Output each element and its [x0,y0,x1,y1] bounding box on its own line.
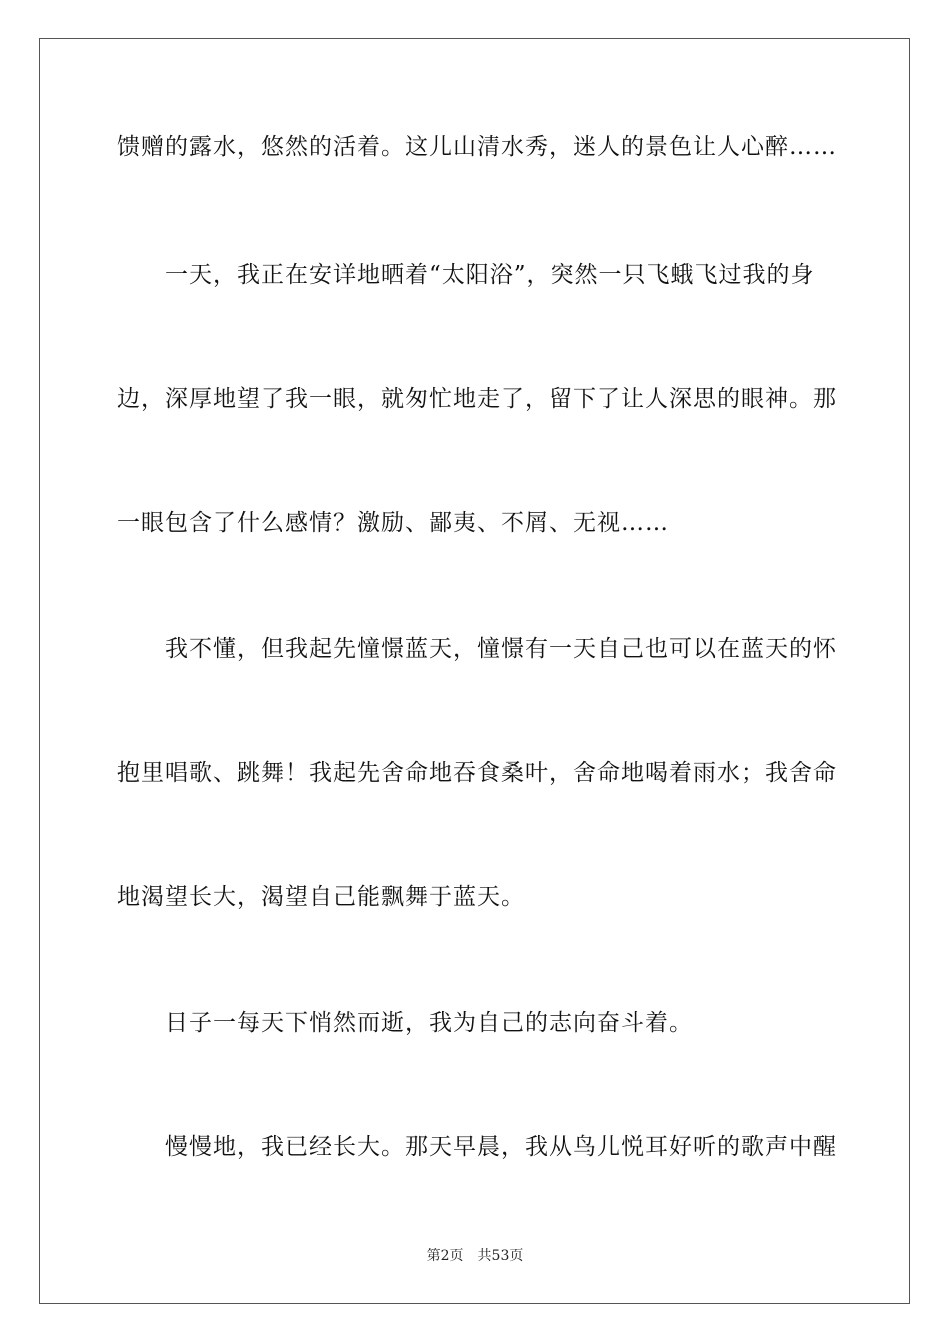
text-line-3: 边，深厚地望了我一眼，就匆忙地走了，留下了让人深思的眼神。那 [117,386,837,412]
text-line-6: 抱里唱歌、跳舞！我起先舍命地吞食桑叶，舍命地喝着雨水；我舍命 [117,760,837,786]
text-line-7: 地渴望长大，渴望自己能飘舞于蓝天。 [117,884,525,910]
page-frame [39,38,910,1304]
page-footer [0,1246,950,1266]
text-line-4: 一眼包含了什么感情？激励、鄙夷、不屑、无视…… [117,510,669,536]
text-line-1: 馈赠的露水，悠然的活着。这儿山清水秀，迷人的景色让人心醉…… [117,134,837,160]
page-number: 第2页 [426,1248,464,1264]
total-pages: 共53页 [477,1248,524,1264]
text-line-9: 慢慢地，我已经长大。那天早晨，我从鸟儿悦耳好听的歌声中醒 [165,1134,837,1160]
text-line-8: 日子一每天下悄然而逝，我为自己的志向奋斗着。 [165,1010,693,1036]
text-line-2: 一天，我正在安详地晒着“太阳浴”，突然一只飞蛾飞过我的身 [165,262,815,288]
text-line-5: 我不懂，但我起先憧憬蓝天，憧憬有一天自己也可以在蓝天的怀 [165,636,837,662]
